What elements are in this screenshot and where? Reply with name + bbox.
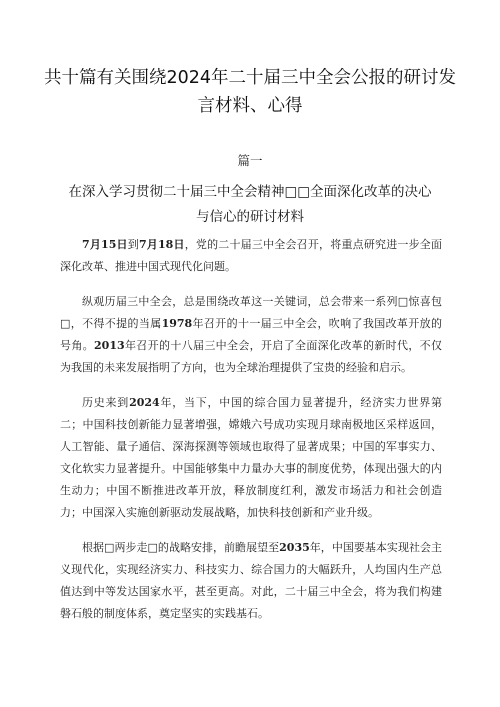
paragraph-text: 年召开的十一届三中全会，吹响了我国改革开放的号角。 — [60, 317, 442, 352]
paragraph-text: 到 — [127, 238, 139, 251]
paragraph-text: 根据□两步走□的战略安排，前瞻展望至 — [82, 541, 280, 554]
article-title-line-2: 与信心的研讨材料 — [196, 209, 304, 225]
paragraph-text: 历史来到 — [82, 396, 130, 409]
article-title-line-1: 在深入学习贯彻二十届三中全会精神□□全面深化改革的决心 — [68, 184, 432, 200]
document-title: 共十篇有关围绕2024年二十届三中全会公报的研讨发言材料、心得 — [43, 68, 457, 116]
paragraph-text: 年召开的十八届三中全会，开启了全面深化改革的新时代，不仅为我国的未来发展指明了方向，也为全球治理提供了宝贵的经验和启示。 — [60, 339, 443, 374]
emphasized-number: 2024 — [129, 396, 160, 409]
paragraph-text: ，党的二十届三中全会召开，将重点研究进一步全面深化改革、推进中国式现代化问题。 — [60, 238, 443, 273]
paragraph-text: 年，当下，中国的综合国力显著提升，经济实力世界第二；中国科技创新能力显著增强，嫦娥六号成功实现月球南极地区采样返回，人工智能、量子通信、深海探测等领域也取得了显著成果；中国的军事实力、文化软实力显著提升。中国能够集中力量办大事的制度优势，体现出强大的内生动力；中国不断推进改革开放，释放制度红利，激发市场活力和社会创造力；中国深入实施创新驱动发展战略，加快科技创新和产业升级。 — [60, 396, 443, 519]
paragraph — [60, 392, 442, 524]
article-title — [50, 180, 450, 230]
body-text — [60, 234, 442, 638]
emphasized-number: 7月18日 — [138, 238, 185, 251]
emphasized-number: 7月15日 — [82, 238, 128, 251]
emphasized-number: 2035 — [279, 541, 310, 554]
paragraph — [60, 234, 442, 278]
section-label: 篇一 — [237, 153, 263, 168]
paragraph-text: 纵观历届三中全会，总是围绕改革这一关键词，总会带来一系列□惊喜包□，不得不提的当属 — [60, 295, 442, 330]
paragraph — [60, 291, 442, 379]
paragraph — [60, 537, 442, 625]
emphasized-number: 1978 — [161, 317, 193, 330]
emphasized-number: 2013 — [94, 339, 125, 352]
paragraph-text: 年，中国要基本实现社会主义现代化，实现经济实力、科技实力、综合国力的大幅跃升，人均国内生产总值达到中等发达国家水平，甚至更高。对此，二十届三中全会，将为我们构建磐石般的制度体系，奠定坚实的实践基石。 — [60, 541, 442, 620]
